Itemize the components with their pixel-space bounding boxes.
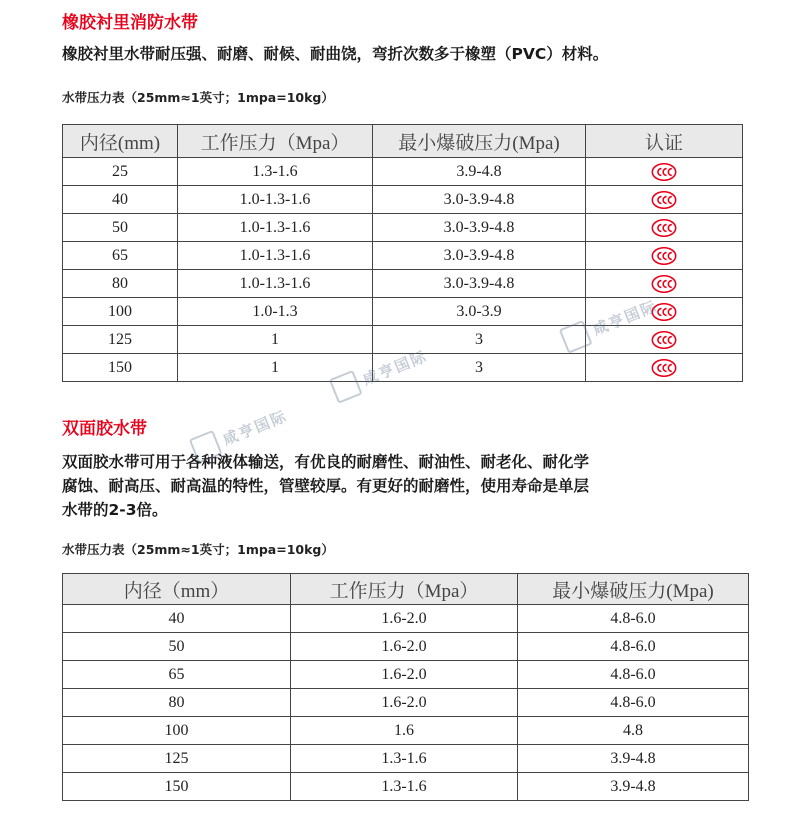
cell-diameter: 150 bbox=[63, 773, 291, 801]
cell-working-pressure: 1.0-1.3 bbox=[178, 298, 373, 326]
cell-burst-pressure: 4.8-6.0 bbox=[518, 633, 749, 661]
section1-title: 橡胶衬里消防水带 bbox=[62, 13, 198, 33]
cell-burst-pressure: 3.0-3.9-4.8 bbox=[373, 186, 586, 214]
cell-working-pressure: 1.6-2.0 bbox=[291, 689, 518, 717]
cell-burst-pressure: 4.8 bbox=[518, 717, 749, 745]
double-rubber-hose-pressure-table bbox=[62, 573, 749, 801]
cell-burst-pressure: 3.0-3.9-4.8 bbox=[373, 242, 586, 270]
header-diameter: 内径(mm) bbox=[63, 125, 178, 158]
section2-description bbox=[62, 450, 589, 522]
cell-diameter: 125 bbox=[63, 326, 178, 354]
header-certification: 认证 bbox=[586, 125, 743, 158]
cell-burst-pressure: 3.9-4.8 bbox=[518, 773, 749, 801]
cell-burst-pressure: 3.9-4.8 bbox=[373, 158, 586, 186]
description-line: 双面胶水带可用于各种液体输送，有优良的耐磨性、耐油性、耐老化、耐化学 bbox=[62, 453, 590, 471]
ccc-certification-icon bbox=[651, 358, 677, 378]
cell-diameter: 50 bbox=[63, 633, 291, 661]
table-header-row bbox=[63, 125, 743, 158]
watermark-text: 咸亨国际 bbox=[590, 296, 660, 339]
cell-diameter: 50 bbox=[63, 214, 178, 242]
watermark-text: 咸亨国际 bbox=[360, 346, 430, 389]
cell-working-pressure: 1 bbox=[178, 326, 373, 354]
ccc-certification-icon bbox=[651, 218, 677, 238]
description-line: 腐蚀、耐高压、耐高温的特性，管壁较厚。有更好的耐磨性，使用寿命是单层 bbox=[62, 477, 590, 495]
header-working-pressure: 工作压力（Mpa） bbox=[178, 125, 373, 158]
cell-certification bbox=[586, 186, 743, 214]
cell-burst-pressure: 4.8-6.0 bbox=[518, 661, 749, 689]
cell-burst-pressure: 3.0-3.9 bbox=[373, 298, 586, 326]
table-row bbox=[63, 633, 749, 661]
header-burst-pressure: 最小爆破压力(Mpa) bbox=[373, 125, 586, 158]
cell-burst-pressure: 4.8-6.0 bbox=[518, 605, 749, 633]
cell-diameter: 150 bbox=[63, 354, 178, 382]
table-row bbox=[63, 158, 743, 186]
cell-diameter: 100 bbox=[63, 717, 291, 745]
cell-working-pressure: 1 bbox=[178, 354, 373, 382]
cell-working-pressure: 1.6-2.0 bbox=[291, 661, 518, 689]
section1-description: 橡胶衬里水带耐压强、耐磨、耐候、耐曲饶，弯折次数多于橡塑（PVC）材料。 bbox=[62, 45, 609, 63]
cell-working-pressure: 1.3-1.6 bbox=[291, 773, 518, 801]
cell-working-pressure: 1.0-1.3-1.6 bbox=[178, 214, 373, 242]
cell-certification bbox=[586, 158, 743, 186]
cell-diameter: 80 bbox=[63, 689, 291, 717]
cell-burst-pressure: 3 bbox=[373, 326, 586, 354]
cell-burst-pressure: 3.0-3.9-4.8 bbox=[373, 270, 586, 298]
header-burst-pressure: 最小爆破压力(Mpa) bbox=[518, 574, 749, 605]
table-row bbox=[63, 270, 743, 298]
table-row bbox=[63, 661, 749, 689]
cell-burst-pressure: 3 bbox=[373, 354, 586, 382]
cell-working-pressure: 1.6 bbox=[291, 717, 518, 745]
cell-burst-pressure: 4.8-6.0 bbox=[518, 689, 749, 717]
cell-certification bbox=[586, 242, 743, 270]
fire-hose-pressure-table bbox=[62, 124, 743, 382]
cell-diameter: 65 bbox=[63, 661, 291, 689]
table-header-row bbox=[63, 574, 749, 605]
cell-certification bbox=[586, 354, 743, 382]
cell-diameter: 100 bbox=[63, 298, 178, 326]
table-row bbox=[63, 214, 743, 242]
section1-note: 水带压力表（25mm≈1英寸；1mpa=10kg） bbox=[62, 90, 334, 105]
table-row bbox=[63, 689, 749, 717]
table-row bbox=[63, 242, 743, 270]
section2-note: 水带压力表（25mm≈1英寸；1mpa=10kg） bbox=[62, 542, 334, 557]
cell-diameter: 125 bbox=[63, 745, 291, 773]
ccc-certification-icon bbox=[651, 274, 677, 294]
table-row bbox=[63, 605, 749, 633]
table-row bbox=[63, 186, 743, 214]
cell-burst-pressure: 3.0-3.9-4.8 bbox=[373, 214, 586, 242]
table-row bbox=[63, 745, 749, 773]
section2-title: 双面胶水带 bbox=[62, 419, 147, 439]
cell-working-pressure: 1.0-1.3-1.6 bbox=[178, 242, 373, 270]
ccc-certification-icon bbox=[651, 246, 677, 266]
header-diameter: 内径（mm） bbox=[63, 574, 291, 605]
ccc-certification-icon bbox=[651, 162, 677, 182]
cell-working-pressure: 1.0-1.3-1.6 bbox=[178, 270, 373, 298]
cell-working-pressure: 1.0-1.3-1.6 bbox=[178, 186, 373, 214]
ccc-certification-icon bbox=[651, 190, 677, 210]
watermark-text: 咸亨国际 bbox=[220, 406, 290, 449]
description-line: 水带的2-3倍。 bbox=[62, 501, 168, 519]
ccc-certification-icon bbox=[651, 330, 677, 350]
cell-diameter: 40 bbox=[63, 605, 291, 633]
header-working-pressure: 工作压力（Mpa） bbox=[291, 574, 518, 605]
cell-diameter: 65 bbox=[63, 242, 178, 270]
cell-diameter: 25 bbox=[63, 158, 178, 186]
table-row bbox=[63, 717, 749, 745]
cell-diameter: 40 bbox=[63, 186, 178, 214]
cell-working-pressure: 1.6-2.0 bbox=[291, 605, 518, 633]
table-row bbox=[63, 773, 749, 801]
cell-certification bbox=[586, 214, 743, 242]
cell-working-pressure: 1.3-1.6 bbox=[291, 745, 518, 773]
cell-diameter: 80 bbox=[63, 270, 178, 298]
cell-working-pressure: 1.3-1.6 bbox=[178, 158, 373, 186]
cell-burst-pressure: 3.9-4.8 bbox=[518, 745, 749, 773]
cell-working-pressure: 1.6-2.0 bbox=[291, 633, 518, 661]
cell-certification bbox=[586, 270, 743, 298]
